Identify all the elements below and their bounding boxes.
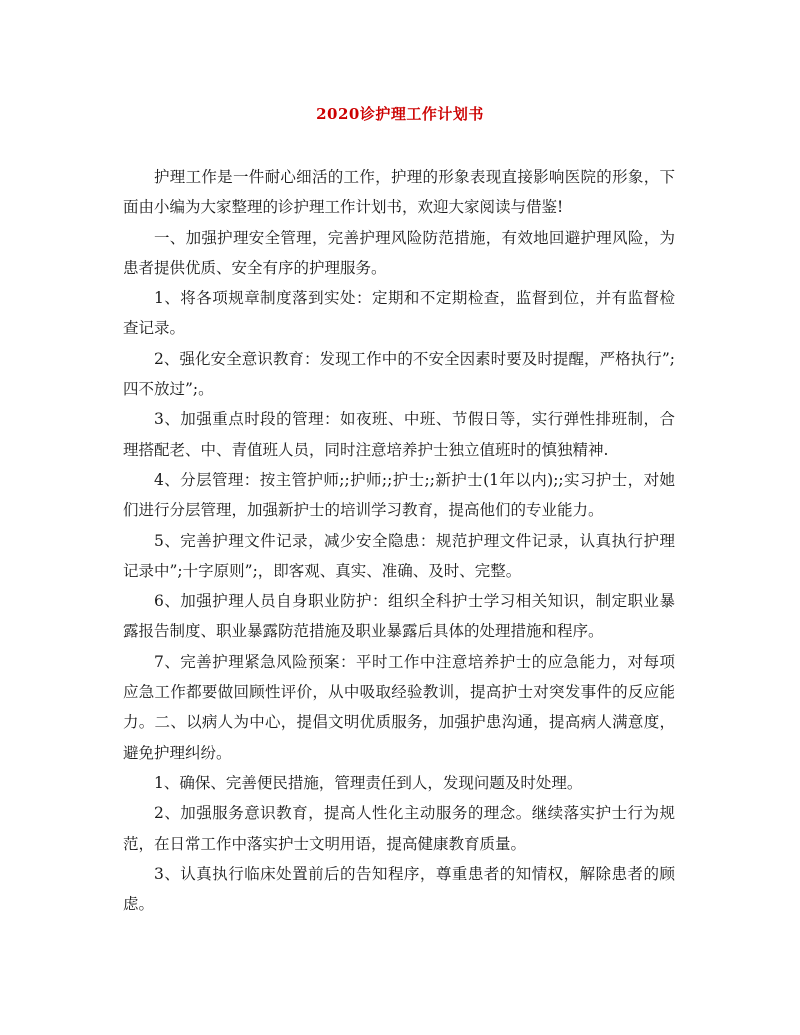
list-item: 4、分层管理：按主管护师;;护师;;护士;;新护士(1年以内);;实习护士，对她们进行分层管理，加强新护士的培训学习教育，提高他们的专业能力。	[123, 470, 675, 520]
document-title: 2020诊护理工作计划书	[316, 105, 484, 123]
list-item: 2、强化安全意识教育：发现工作中的不安全因素时要及时提醒，严格执行”;四不放过”;。	[123, 349, 675, 399]
list-item: 3、认真执行临床处置前后的告知程序，尊重患者的知情权，解除患者的顾虑。	[123, 864, 675, 914]
list-item: 6、加强护理人员自身职业防护：组织全科护士学习相关知识，制定职业暴露报告制度、职业暴露防范措施及职业暴露后具体的处理措施和程序。	[123, 592, 675, 641]
list-item: 1、将各项规章制度落到实处：定期和不定期检查，监督到位，并有监督检查记录。	[123, 289, 675, 338]
list-item: 2、加强服务意识教育，提高人性化主动服务的理念。继续落实护士行为规范，在日常工作中落实护士文明用语，提高健康教育质量。	[123, 804, 675, 853]
intro-paragraph: 护理工作是一件耐心细活的工作，护理的形象表现直接影响医院的形象，下面由小编为大家整理的诊护理工作计划书，欢迎大家阅读与借鉴!	[123, 168, 675, 217]
list-item: 5、完善护理文件记录，减少安全隐患：规范护理文件记录，认真执行护理记录中”;十字原则”;，即客观、真实、准确、及时、完整。	[123, 531, 675, 580]
document-body	[123, 162, 675, 919]
section-heading-safety: 一、加强护理安全管理，完善护理风险防范措施，有效地回避护理风险，为患者提供优质、安全有序的护理服务。	[123, 228, 675, 277]
list-item: 1、确保、完善便民措施，管理责任到人，发现问题及时处理。	[154, 773, 583, 792]
list-item: 7、完善护理紧急风险预案：平时工作中注意培养护士的应急能力，对每项应急工作都要做回顾性评价，从中吸取经验教训，提高护士对突发事件的反应能力。二、以病人为中心，提倡文明优质服务，加强护患沟通，提高病人满意度，避免护理纠纷。	[123, 652, 675, 762]
list-item: 3、加强重点时段的管理：如夜班、中班、节假日等，实行弹性排班制，合理搭配老、中、青值班人员，同时注意培养护士独立值班时的慎独精神.	[123, 410, 675, 459]
